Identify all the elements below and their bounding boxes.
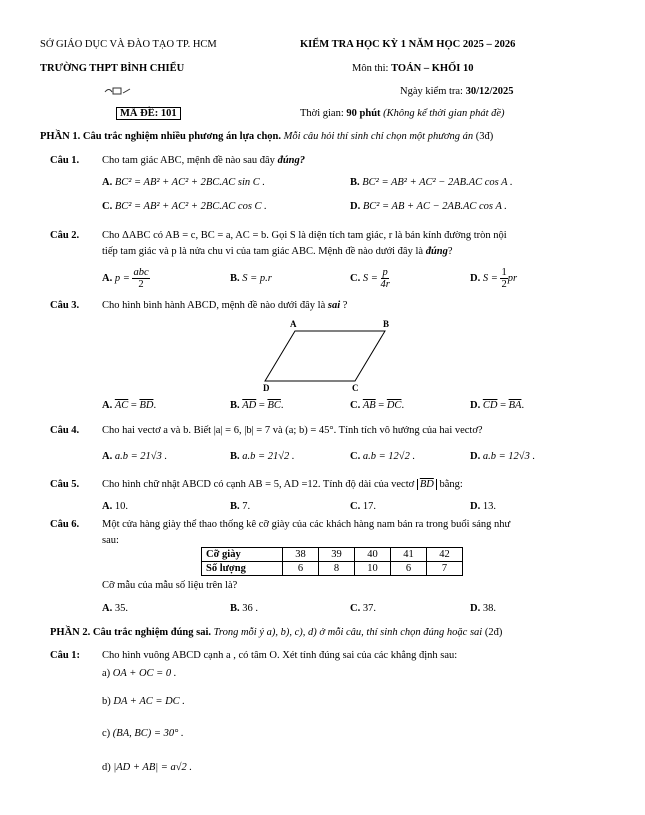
part1-heading	[40, 131, 493, 142]
q1-option-d[interactable]	[350, 201, 507, 212]
q3-c-left: $\overline{AB}$	[362, 400, 376, 411]
option-letter: B.	[230, 451, 240, 462]
q2-option-d[interactable]	[470, 267, 517, 290]
option-letter: D.	[470, 400, 481, 411]
q2-a-lhs: p =	[114, 273, 130, 284]
q3-emph: sai	[327, 300, 341, 311]
option-letter: B.	[230, 273, 240, 284]
q5-option-b[interactable]	[230, 501, 250, 512]
q3-option-d[interactable]: D. $\overline{CD} = \overline{BA}$.	[470, 400, 525, 411]
q4-option-b[interactable]	[230, 451, 295, 462]
exam-title: KIỂM TRA HỌC KỲ 1 NĂM HỌC 2025 – 2026	[300, 39, 516, 50]
option-letter: D.	[470, 603, 481, 614]
table-cell: 10	[355, 562, 391, 576]
q2-end: ?	[447, 246, 453, 257]
q2-emph: đúng	[425, 246, 448, 257]
q4-a-text: a.b = 21√3 .	[114, 451, 168, 462]
p2q1-b-text: DA + AC = DC .	[113, 696, 185, 707]
q2-a-fraction	[132, 267, 149, 290]
subject-line	[352, 63, 473, 74]
q3-b-right: $\overline{BC}$	[267, 400, 281, 411]
q2-c-lhs: S =	[362, 273, 378, 284]
option-letter: A.	[102, 400, 113, 411]
q3-label: Câu 3.	[50, 300, 80, 311]
item-letter: a)	[102, 668, 111, 679]
q1-d-text: BC² = AB + AC − 2AB.AC cos A .	[362, 201, 507, 212]
q4-option-d[interactable]	[470, 451, 535, 462]
option-letter: B.	[230, 603, 240, 614]
q4-option-c[interactable]	[350, 451, 415, 462]
q6-line1: Một cửa hàng giày thể thao thống kê cỡ giày của các khách hàng nam bán ra trong buổi sáng như	[102, 519, 511, 530]
option-letter: A.	[102, 451, 113, 462]
q3-a-right: $\overline{BD}$	[139, 400, 154, 411]
p2q1-label: Câu 1:	[50, 650, 81, 661]
q4-b-text: a.b = 21√2 .	[242, 451, 295, 462]
q4-option-a[interactable]	[102, 451, 167, 462]
q3-a-left: $\overline{AC}$	[114, 400, 129, 411]
q5-end: bằng:	[439, 479, 463, 490]
option-letter: B.	[230, 400, 240, 411]
q3-text: Cho hình bình hành ABCD, mệnh đề nào dưới đây là	[102, 300, 326, 311]
q1-emph: đúng?	[277, 155, 305, 166]
table-cell: 7	[427, 562, 463, 576]
ornament-icon	[104, 86, 132, 99]
option-letter: C.	[350, 603, 361, 614]
table-header: Cỡ giày	[202, 548, 283, 562]
exam-code: MÃ ĐỀ: 101	[116, 107, 181, 120]
q3-d-left: $\overline{CD}$	[482, 400, 498, 411]
part1-instruction: Mỗi câu hỏi thí sinh chỉ chọn một phương án	[283, 131, 474, 142]
item-letter: d)	[102, 762, 111, 773]
q5-option-c[interactable]	[350, 501, 376, 512]
q4-text: Cho hai vectơ a và b. Biết |a| = 6, |b| = 7 và (a; b) = 45°. Tính tích vô hướng của hai vectơ?	[102, 425, 483, 436]
part2-points: (2đ)	[484, 627, 503, 638]
option-letter: C.	[350, 451, 361, 462]
part2-heading	[50, 627, 502, 638]
q1-option-b[interactable]	[350, 177, 513, 188]
time-line	[300, 108, 505, 119]
q6-b-text: 36 .	[242, 603, 259, 614]
q5-vector-name: $\overline{BD}$	[419, 479, 434, 490]
table-cell: 40	[355, 548, 391, 562]
part2-instruction: Trong mỗi ý a), b), c), d) ở mỗi câu, thí sinh chọn đúng hoặc sai	[213, 627, 483, 638]
q6-d-text: 38.	[482, 603, 496, 614]
vertex-c: C	[352, 383, 359, 393]
q1-c-text: BC² = AB² + AC² + 2BC.AC cos C .	[114, 201, 267, 212]
q1-b-text: BC² = AB² + AC² − 2AB.AC cos A .	[362, 177, 513, 188]
q5-option-a[interactable]	[102, 501, 128, 512]
dept-name: SỞ GIÁO DỤC VÀ ĐÀO TẠO TP. HCM	[40, 39, 217, 50]
subject-label: Môn thi:	[352, 63, 392, 74]
table-header: Số lượng	[202, 562, 283, 576]
q2-a-den: 2	[138, 279, 144, 290]
q1-a-text: BC² = AB² + AC² + 2BC.AC sin C .	[114, 177, 266, 188]
q3-d-right: $\overline{BA}$	[508, 400, 522, 411]
q4-d-text: a.b = 12√3 .	[482, 451, 536, 462]
q3-b-left: $\overline{AD}$	[242, 400, 257, 411]
item-letter: b)	[102, 696, 111, 707]
time-value: 90 phút	[346, 108, 381, 119]
q5-label: Câu 5.	[50, 479, 80, 490]
option-letter: A.	[102, 273, 113, 284]
time-label: Thời gian:	[300, 108, 347, 119]
table-cell: 42	[427, 548, 463, 562]
option-letter: B.	[350, 177, 360, 188]
q2-a-num: abc	[133, 267, 149, 278]
p2q1-item-c[interactable]	[102, 728, 184, 739]
q2-c-fraction	[380, 267, 389, 290]
part1-points: (3đ)	[475, 131, 494, 142]
vertex-b: B	[383, 319, 390, 329]
q3-c-right: $\overline{DC}$	[386, 400, 402, 411]
table-cell: 39	[319, 548, 355, 562]
q6-option-d[interactable]	[470, 603, 496, 614]
option-letter: A.	[102, 501, 113, 512]
option-letter: D.	[470, 273, 481, 284]
exam-date-line	[400, 86, 513, 97]
q2-option-c[interactable]	[350, 267, 390, 290]
q2-option-b[interactable]	[230, 273, 272, 284]
q1-stem	[102, 155, 305, 166]
option-letter: D.	[350, 201, 361, 212]
q2-d-den: 2	[501, 279, 507, 290]
parallelogram-shape	[265, 331, 385, 381]
q1-label: Câu 1.	[50, 155, 80, 166]
parallelogram-figure	[255, 318, 415, 398]
q2-label: Câu 2.	[50, 230, 80, 241]
option-letter: B.	[230, 501, 240, 512]
q3-option-c[interactable]: C. $\overline{AB} = \overline{DC}$.	[350, 400, 405, 411]
option-letter: C.	[350, 273, 361, 284]
option-letter: C.	[350, 400, 361, 411]
p2q1-a-text: OA + OC = 0 .	[112, 668, 177, 679]
q2-d-lhs: S =	[482, 273, 498, 284]
q2-line2-text: tiếp tam giác và p là nửa chu vi của tam giác ABC. Mệnh đề nào dưới đây là	[102, 246, 424, 257]
option-letter: C.	[102, 201, 113, 212]
q6-option-c[interactable]	[350, 603, 376, 614]
q6-a-text: 35.	[114, 603, 128, 614]
q5-vector	[417, 479, 437, 490]
q4-c-text: a.b = 12√2 .	[362, 451, 416, 462]
option-letter: C.	[350, 501, 361, 512]
q6-option-a[interactable]	[102, 603, 128, 614]
q5-c-text: 17.	[362, 501, 376, 512]
q5-b-text: 7.	[242, 501, 251, 512]
part2-title: PHẦN 2. Câu trắc nghiệm đúng sai.	[50, 627, 212, 638]
p2q1-text: Cho hình vuông ABCD cạnh a , có tâm O. Xét tính đúng sai của các khẳng định sau:	[102, 650, 458, 661]
q5-stem	[102, 479, 463, 490]
date-value: 30/12/2025	[465, 86, 514, 97]
q5-option-d[interactable]	[470, 501, 496, 512]
q2-c-num: p	[382, 267, 388, 278]
subject-value: TOÁN – KHỐI 10	[391, 63, 474, 74]
table-row	[202, 562, 463, 576]
q2-d-num: 1	[501, 267, 507, 278]
q2-d-fraction	[500, 267, 507, 290]
q6-line2: sau:	[102, 535, 119, 546]
table-cell: 8	[319, 562, 355, 576]
q2-line2	[102, 246, 453, 257]
vertex-a: A	[290, 319, 297, 329]
q3-option-b[interactable]: B. $\overline{AD} = \overline{BC}$.	[230, 400, 284, 411]
q1-text: Cho tam giác ABC, mệnh đề nào sau đây	[102, 155, 275, 166]
table-cell: 38	[283, 548, 319, 562]
q2-c-den: 4r	[380, 279, 390, 290]
school-name: TRƯỜNG THPT BÌNH CHIỂU	[40, 63, 185, 74]
p2q1-item-a[interactable]	[102, 668, 176, 679]
vertex-d: D	[263, 383, 270, 393]
part1-title: PHẦN 1. Câu trắc nghiệm nhiều phương án lựa chọn.	[40, 131, 281, 142]
p2q1-item-d[interactable]	[102, 762, 192, 773]
q1-option-a[interactable]	[102, 177, 265, 188]
q3-option-a[interactable]: A. $\overline{AC} = \overline{BD}$.	[102, 400, 157, 411]
p2q1-c-text: (BA, BC) = 30° .	[112, 728, 184, 739]
p2q1-item-b[interactable]	[102, 696, 185, 707]
table-cell: 6	[283, 562, 319, 576]
q4-label: Câu 4.	[50, 425, 80, 436]
q5-a-text: 10.	[114, 501, 128, 512]
option-letter: D.	[470, 451, 481, 462]
date-label: Ngày kiểm tra:	[400, 86, 466, 97]
q3-end: ?	[342, 300, 348, 311]
p2q1-d-text: |AD + AB| = a√2 .	[113, 762, 192, 773]
table-cell: 41	[391, 548, 427, 562]
time-note: (Không kể thời gian phát đề)	[383, 108, 505, 119]
q5-text: Cho hình chữ nhật ABCD có cạnh AB = 5, AD =12. Tính độ dài của vectơ	[102, 479, 415, 490]
item-letter: c)	[102, 728, 111, 739]
shoe-size-table	[201, 547, 463, 576]
table-cell: 6	[391, 562, 427, 576]
table-row	[202, 548, 463, 562]
q6-label: Câu 6.	[50, 519, 80, 530]
q3-stem	[102, 300, 347, 311]
q5-d-text: 13.	[482, 501, 496, 512]
q6-question: Cỡ mẫu của mẫu số liệu trên là?	[102, 580, 238, 591]
option-letter: A.	[102, 603, 113, 614]
q2-d-rhs: pr	[507, 273, 518, 284]
q2-option-a[interactable]	[102, 267, 150, 290]
option-letter: D.	[470, 501, 481, 512]
q6-c-text: 37.	[362, 603, 376, 614]
q2-b-text: S = p.r	[242, 273, 272, 284]
q6-option-b[interactable]	[230, 603, 258, 614]
q2-line1: Cho ΔABC có AB = c, BC = a, AC = b. Gọi S là diện tích tam giác, r là bán kính đường tròn nội	[102, 230, 507, 241]
q1-option-c[interactable]	[102, 201, 267, 212]
option-letter: A.	[102, 177, 113, 188]
